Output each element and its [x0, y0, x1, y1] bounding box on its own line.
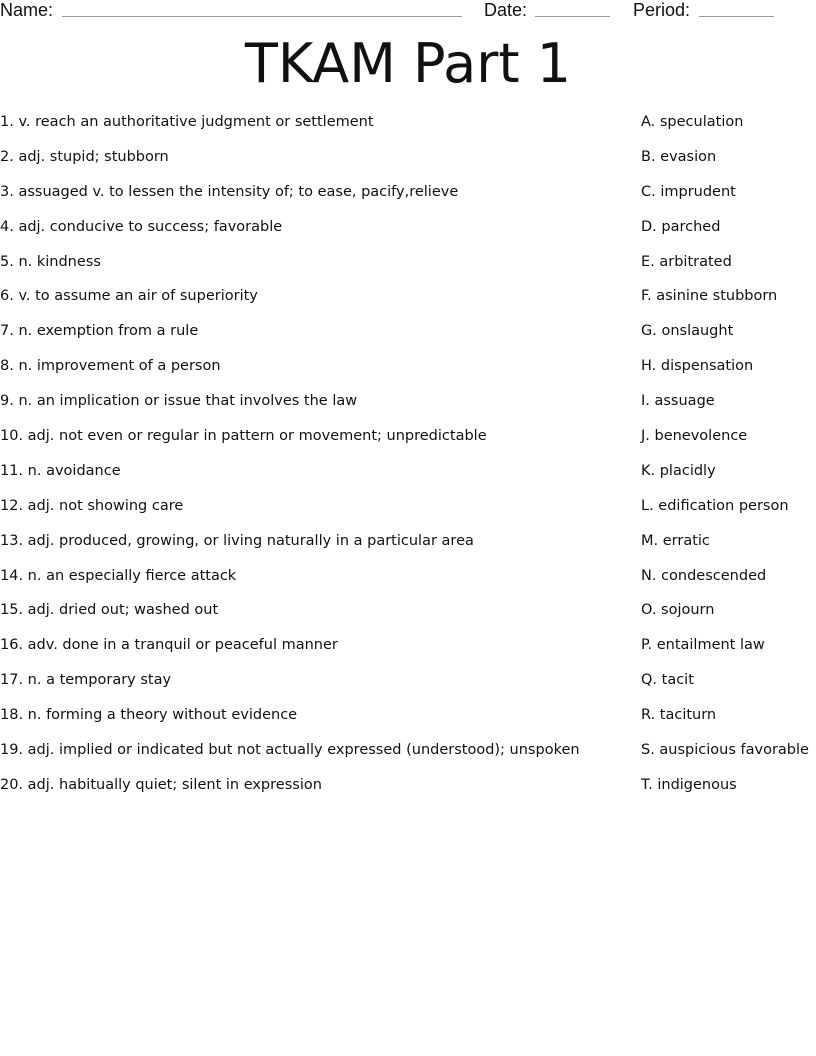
- answer-item: G. onslaught: [641, 323, 734, 340]
- date-blank: [535, 16, 610, 17]
- answer-item: K. placidly: [641, 462, 716, 479]
- answer-item: L. edification person: [641, 497, 789, 514]
- clue-item: 3. assuaged v. to lessen the intensity of; to ease, pacify,relieve: [0, 183, 459, 200]
- answer-item: H. dispensation: [641, 358, 754, 375]
- answer-item: A. speculation: [641, 114, 744, 130]
- answer-item: O. sojourn: [641, 602, 715, 619]
- clue-list: [0, 112, 630, 810]
- clue-item: 4. adj. conducive to success; favorable: [0, 218, 283, 235]
- answer-item: B. evasion: [641, 148, 717, 165]
- worksheet-header: [0, 0, 816, 22]
- clue-item: 8. n. improvement of a person: [0, 358, 221, 375]
- clue-item: 19. adj. implied or indicated but not actually expressed (understood); unspoken: [0, 742, 580, 759]
- clue-item: 15. adj. dried out; washed out: [0, 602, 219, 619]
- clue-item: 11. n. avoidance: [0, 462, 121, 479]
- clue-item: 12. adj. not showing care: [0, 497, 184, 514]
- clue-item: 7. n. exemption from a rule: [0, 323, 199, 340]
- answer-item: D. parched: [641, 218, 721, 235]
- answer-item: Q. tacit: [641, 672, 694, 689]
- answer-item: R. taciturn: [641, 707, 717, 724]
- answer-item: T. indigenous: [641, 776, 737, 793]
- clue-item: 18. n. forming a theory without evidence: [0, 707, 298, 724]
- clue-item: 2. adj. stupid; stubborn: [0, 148, 169, 165]
- clue-item: 17. n. a temporary stay: [0, 672, 172, 689]
- clue-item: 20. adj. habitually quiet; silent in expression: [0, 776, 322, 793]
- answer-item: P. entailment law: [641, 637, 765, 654]
- period-label: Period:: [633, 0, 691, 20]
- answer-item: I. assuage: [641, 393, 715, 410]
- answer-item: F. asinine stubborn: [641, 288, 778, 305]
- date-label: Date:: [484, 0, 528, 20]
- clue-item: 6. v. to assume an air of superiority: [0, 288, 258, 305]
- clue-item: 1. v. reach an authoritative judgment or settlement: [0, 114, 374, 130]
- clue-item: 5. n. kindness: [0, 253, 101, 270]
- answer-item: C. imprudent: [641, 183, 736, 200]
- clue-item: 9. n. an implication or issue that involves the law: [0, 393, 358, 410]
- answer-item: J. benevolence: [641, 428, 748, 445]
- name-blank: [62, 16, 462, 17]
- period-blank: [699, 16, 774, 17]
- answer-item: S. auspicious favorable: [641, 742, 809, 759]
- answer-item: E. arbitrated: [641, 253, 732, 270]
- answer-list: [641, 112, 816, 810]
- clue-item: 14. n. an especially fierce attack: [0, 567, 237, 584]
- clue-item: 10. adj. not even or regular in pattern or movement; unpredictable: [0, 428, 487, 445]
- name-label: Name:: [0, 0, 54, 20]
- answer-item: N. condescended: [641, 567, 767, 584]
- page-title: TKAM Part 1: [244, 32, 572, 95]
- answer-item: M. erratic: [641, 532, 710, 549]
- clue-item: 16. adv. done in a tranquil or peaceful manner: [0, 637, 338, 654]
- clue-item: 13. adj. produced, growing, or living naturally in a particular area: [0, 532, 474, 549]
